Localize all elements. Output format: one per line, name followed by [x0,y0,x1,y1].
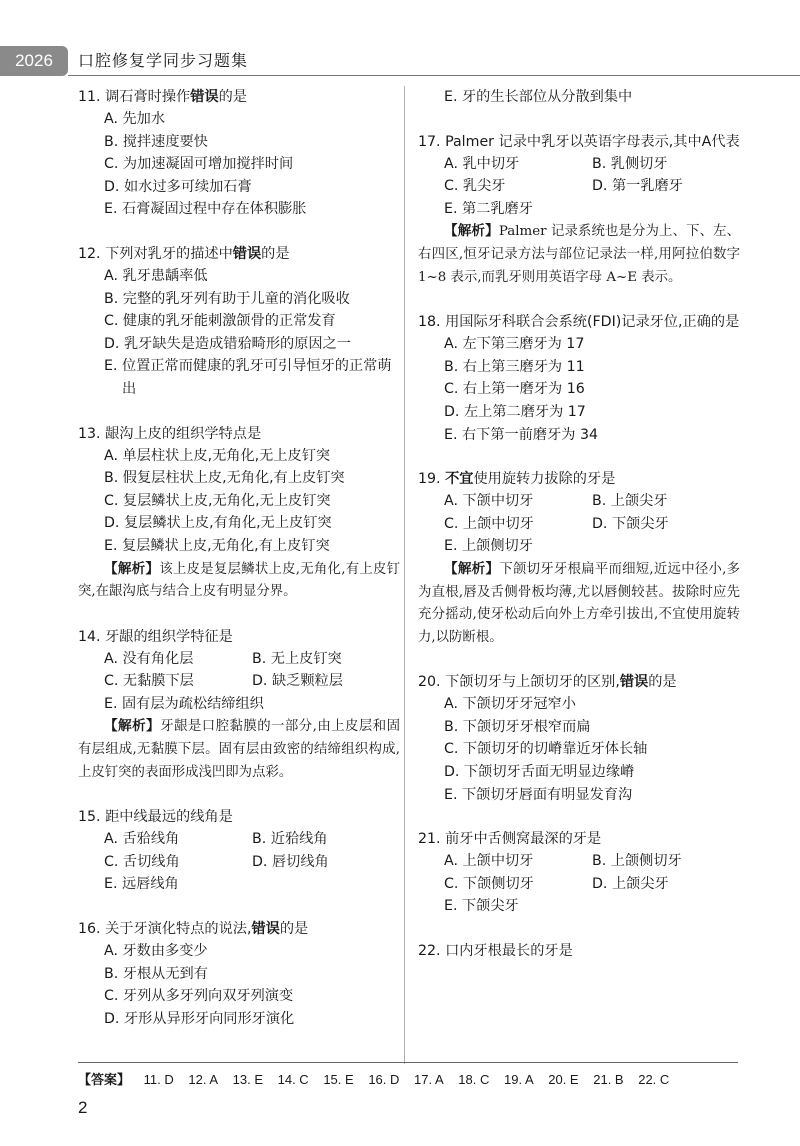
answer-key [78,1069,680,1092]
question-13 [78,423,400,604]
option-a: A. 下颌中切牙 [444,493,534,510]
question-14 [78,626,400,785]
option-a: A. 牙数由多变少 [104,943,208,960]
option-e: E. 第二乳磨牙 [444,200,533,217]
right-column [418,86,740,984]
answer-label: 【答案】 [78,1073,131,1088]
question-16-continued [418,86,740,109]
option-a: A. 单层柱状上皮,无角化,无上皮钉突 [104,447,331,464]
option-c: C. 乳尖牙 [444,178,506,195]
option-c: C. 健康的乳牙能刺激颌骨的正常发育 [104,313,336,330]
option-d: D. 下颌切牙舌面无明显边缘嵴 [444,764,635,781]
explanation-tag: 【解析】 [444,560,500,577]
option-row [78,828,400,851]
question-18 [418,311,740,446]
question-stem: 17. Palmer 记录中乳牙以英语字母表示,其中A代表 [418,133,740,150]
option-c: C. 无黏膜下层 [104,673,194,690]
option-b: B. 右上第三磨牙为 11 [444,358,585,375]
option-d: D. 唇切线角 [252,853,329,870]
question-stem: 14. 牙龈的组织学特征是 [78,628,233,645]
option-b: B. 假复层柱状上皮,无角化,有上皮钉突 [104,470,345,487]
option-b: B. 上颌侧切牙 [592,853,682,870]
option-c: C. 舌切线角 [104,853,180,870]
option-b: B. 上颌尖牙 [592,493,668,510]
option-row [418,513,740,536]
answer-item: 19. A [503,1072,534,1087]
option-row [78,648,400,671]
option-e: E. 远唇线角 [104,876,179,893]
left-column [78,86,400,1052]
question-15 [78,806,400,896]
option-a: A. 左下第三磨牙为 17 [444,336,585,353]
option-b: B. 完整的乳牙列有助于儿童的消化吸收 [104,290,350,307]
question-21 [418,828,740,918]
option-e: E. 固有层为疏松结缔组织 [104,695,264,712]
answer-item: 13. E [232,1072,263,1087]
option-a: A. 乳牙患龋率低 [104,267,208,284]
option-row [78,851,400,874]
answer-item: 17. A [414,1072,444,1087]
question-17 [418,131,740,290]
option-c: C. 牙列从多牙列向双牙列演变 [104,988,294,1005]
option-row [418,490,740,513]
option-b: B. 近𬌗线角 [252,831,328,848]
option-e: E. 石膏凝固过程中存在体积膨胀 [104,201,307,218]
option-a: A. 下颌切牙牙冠窄小 [444,696,576,713]
question-stem: 18. 用国际牙科联合会系统(FDI)记录牙位,正确的是 [418,314,740,331]
option-a: A. 乳中切牙 [444,155,520,172]
question-stem: 22. 口内牙根最长的牙是 [418,943,573,960]
option-c: C. 复层鳞状上皮,无角化,无上皮钉突 [104,492,331,509]
option-d: D. 下颌尖牙 [592,515,669,532]
question-stem: 19. 不宜使用旋转力拔除的牙是 [418,471,616,488]
option-c: C. 上颌中切牙 [444,515,534,532]
option-a: A. 没有角化层 [104,650,194,667]
explanation-tag: 【解析】 [104,718,161,735]
answer-item: 20. E [548,1072,579,1087]
question-19 [418,468,740,649]
explanation: 【解析】该上皮是复层鳞状上皮,无角化,有上皮钉突,在龈沟底与结合上皮有明显分界。 [78,560,401,600]
option-row [418,153,740,176]
answer-item: 22. C [638,1072,670,1087]
option-e: E. 下颌尖牙 [444,898,519,915]
question-stem: 21. 前牙中舌侧窝最深的牙是 [418,831,602,848]
question-stem: 16. 关于牙演化特点的说法,错误的是 [78,921,309,938]
option-b: B. 搅拌速度要快 [104,133,208,150]
question-20 [418,671,740,806]
explanation-tag: 【解析】 [104,560,160,577]
answer-item: 21. B [593,1072,624,1087]
option-d: D. 如水过多可续加石膏 [104,178,252,195]
option-b: B. 乳侧切牙 [592,155,668,172]
option-row [418,175,740,198]
header-rule [68,75,800,76]
question-stem: 20. 下颌切牙与上颌切牙的区别,错误的是 [418,674,677,691]
option-e: E. 下颌切牙唇面有明显发育沟 [444,786,633,803]
option-e: E. 牙的生长部位从分散到集中 [444,89,633,105]
explanation: 【解析】牙龈是口腔黏膜的一部分,由上皮层和固有层组成,无黏膜下层。固有层由致密的结缔组织构成,上皮钉突的表面形成浅凹即为点彩。 [78,718,400,780]
option-c: C. 下颌侧切牙 [444,875,534,892]
explanation-tag: 【解析】 [444,223,499,240]
option-b: B. 牙根从无到有 [104,965,208,982]
question-stem: 11. 调石膏时操作错误的是 [78,89,247,105]
option-d: D. 上颌尖牙 [592,875,669,892]
option-a: A. 上颌中切牙 [444,853,534,870]
book-title: 口腔修复学同步习题集 [78,51,249,70]
question-stem: 12. 下列对乳牙的描述中错误的是 [78,245,290,262]
option-d: D. 第一乳磨牙 [592,178,683,195]
question-stem: 15. 距中线最远的线角是 [78,809,233,826]
answer-rule [78,1062,738,1063]
option-d: D. 左上第二磨牙为 17 [444,403,586,420]
option-row [78,670,400,693]
answer-item: 16. D [368,1072,400,1087]
option-e: E. 上颌侧切牙 [444,538,533,555]
option-e: E. 复层鳞状上皮,无角化,有上皮钉突 [104,537,330,554]
option-c: C. 右上第一磨牙为 16 [444,381,585,398]
year-tab: 2026 [0,46,68,76]
option-e: E. 右下第一前磨牙为 34 [444,426,599,443]
option-c: C. 为加速凝固可增加搅拌时间 [104,156,294,173]
answer-item: 15. E [323,1072,354,1087]
answer-item: 12. A [188,1072,219,1087]
answer-item: 14. C [277,1072,309,1087]
answer-item: 18. C [458,1072,490,1087]
question-16 [78,918,400,1030]
column-divider [404,86,405,1064]
explanation: 【解析】下颌切牙牙根扁平而细短,近远中径小,多为直根,唇及舌侧骨板均薄,尤以唇侧较甚。拔除时应先充分摇动,使牙松动后向外上方牵引拔出,不宜使用旋转力,以防断根。 [418,560,741,645]
page-number: 2 [78,1098,88,1117]
question-11 [78,86,400,221]
page-header [0,46,800,76]
question-12 [78,243,400,401]
option-d: D. 牙形从异形牙向同形牙演化 [104,1010,295,1027]
option-d: D. 乳牙缺失是造成错𬌗畸形的原因之一 [104,335,351,352]
question-stem: 13. 龈沟上皮的组织学特点是 [78,425,262,442]
answer-item: 11. D [143,1072,174,1087]
option-row [418,873,740,896]
option-d: D. 复层鳞状上皮,有角化,无上皮钉突 [104,515,332,532]
option-b: B. 下颌切牙牙根窄而扁 [444,718,591,735]
option-c: C. 下颌切牙的切嵴靠近牙体长轴 [444,741,648,758]
option-d: D. 缺乏颗粒层 [252,673,343,690]
option-e: E. 位置正常而健康的乳牙可引导恒牙的正常萌出 [104,358,392,397]
option-a: A. 舌𬌗线角 [104,831,180,848]
question-22 [418,940,740,962]
explanation: 【解析】Palmer 记录系统也是分为上、下、左、右四区,恒牙记录方法与部位记录法一样,用阿拉伯数字 1~8 表示,而乳牙则用英语字母 A~E 表示。 [418,223,741,285]
option-a: A. 先加水 [104,111,166,127]
option-b: B. 无上皮钉突 [252,650,342,667]
option-row [418,850,740,873]
